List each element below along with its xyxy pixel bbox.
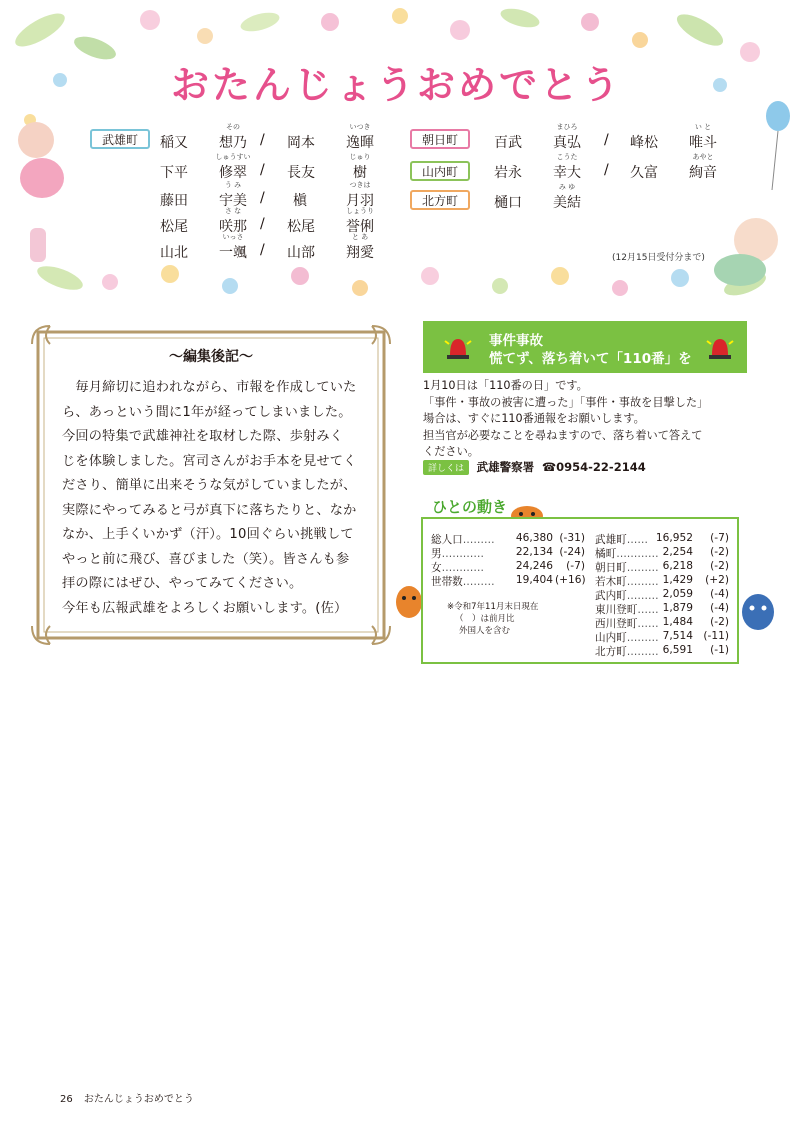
baby-name: 松尾 さ な 咲那 [160, 207, 247, 235]
editor-line: ださり、簡単に出来そうな気がしていましたが、 [62, 478, 357, 493]
stat-row: 橘町………… 2,254 (-2) [595, 546, 729, 560]
police-banner [423, 321, 747, 373]
police-title-1: 事件事故 [489, 333, 543, 349]
stat-row: 東川登町…… 1,879 (-4) [595, 602, 729, 616]
town-tag-kitagata: 北方町 [410, 190, 470, 210]
stat-row: 若木町……… 1,429 (+2) [595, 574, 729, 588]
stat-row: 男………… 22,134 (-24) [431, 546, 585, 560]
stat-row: 北方町……… 6,591 (-1) [595, 644, 729, 658]
page-footer [60, 1090, 194, 1105]
separator: / [260, 162, 265, 178]
siren-icon [443, 331, 473, 361]
baby-name: 峰松 い と 唯斗 [630, 123, 717, 151]
editor-line: 拝の際にはぜひ、やってみてください。 [62, 576, 303, 591]
mascot-icon [738, 588, 778, 640]
cutoff-note: (12月15日受付分まで) [612, 253, 705, 263]
police-title-2: 慌てず、落ち着いて「110番」を [489, 351, 692, 367]
police-line: ください。 [423, 445, 479, 458]
police-line: 1月10日は「110番の日」です。 [423, 379, 588, 392]
editor-note [28, 322, 394, 648]
baby-name: 樋口 み ゆ 美結 [494, 183, 581, 211]
stat-row: 武内町……… 2,059 (-4) [595, 588, 729, 602]
editor-line: 実際にやってみると弓が真下に落ちたりと、なか [62, 502, 357, 518]
police-contact [423, 459, 646, 477]
baby-illustration-left [18, 122, 64, 262]
stat-row: 総人口……… 46,380 (-31) [431, 532, 585, 546]
footer-label: おたんじょうおめでとう [83, 1094, 194, 1105]
editor-line: じを体験しました。宮司さんがお手本を見せてく [62, 453, 357, 469]
separator: / [260, 216, 265, 232]
town-tag-yamauchi: 山内町 [410, 161, 470, 181]
editor-line: 今回の特集で武雄神社を取材した際、歩射みく [62, 429, 344, 444]
police-line: 担当官が必要なことを尋ねますので、落ち着いて答えて [423, 428, 703, 442]
police-line: 場合は、すぐに110番通報をお願いします。 [423, 412, 645, 425]
population-note-line: 外国人を含む [459, 626, 511, 636]
baby-name: 下平 しゅうすい 修翠 [160, 153, 251, 181]
stat-row: 世帯数……… 19,404 (+16) [431, 574, 586, 588]
mascot-icon [394, 582, 424, 628]
details-label: 詳しくは [423, 460, 469, 475]
police-org: 武雄警察署 [476, 460, 535, 474]
police-phone: ☎0954-22-2144 [541, 460, 646, 474]
stat-row: 女………… 24,246 (-7) [431, 560, 585, 574]
population-note-line: ※令和7年11月末日現在 [447, 602, 539, 612]
editor-line: 今年も広報武雄をよろしくお願いします。(佐） [62, 600, 348, 616]
population-box [421, 517, 739, 664]
population-title: ひとの動き [432, 498, 508, 516]
separator: / [260, 190, 265, 206]
editor-line: 毎月締切に追われながら、市報を作成していた [62, 380, 357, 395]
baby-name: 稲又 その 想乃 [160, 123, 247, 151]
editor-body [62, 376, 364, 621]
separator: / [604, 162, 609, 178]
population-note [447, 601, 538, 637]
town-tag-takeo: 武雄町 [90, 129, 150, 149]
baby-name: 山北 いっさ 一颯 [160, 233, 247, 261]
separator: / [260, 132, 265, 148]
birthday-banner [0, 0, 793, 300]
stat-row: 武雄町…… 16,952 (-7) [595, 532, 729, 546]
birthday-title: おたんじょうおめでとう [170, 63, 622, 107]
baby-name: 岡本 いつき 逸暉 [287, 123, 374, 151]
baby-name: 槇 つきは 月羽 [293, 181, 374, 209]
police-line: 「事件・事故の被害に遭った」「事件・事故を目撃した」 [423, 395, 709, 409]
baby-name: 長友 じゅり 樹 [287, 153, 371, 181]
page-number: 26 [60, 1094, 73, 1105]
baby-name: 百武 まひろ 真弘 [494, 123, 581, 151]
separator: / [260, 242, 265, 258]
separator: / [604, 132, 609, 148]
baby-name: 松尾 しょうり 誉俐 [287, 207, 374, 235]
editor-heading: ～編集後記～ [169, 349, 253, 365]
stat-row: 山内町……… 7,514 (-11) [595, 630, 729, 644]
town-tag-asahi: 朝日町 [410, 129, 470, 149]
editor-line: なか、上手くいかず（汗）。10回ぐらい挑戦して [62, 527, 354, 542]
baby-name: 岩永 こうた 幸大 [494, 153, 581, 181]
siren-icon [705, 331, 735, 361]
police-body [423, 378, 753, 461]
baby-name: 藤田 う み 宇美 [160, 181, 247, 209]
stat-row: 朝日町……… 6,218 (-2) [595, 560, 729, 574]
editor-line: やっと前に飛び、喜びました（笑）。皆さんも参 [62, 551, 350, 567]
stat-row: 西川登町…… 1,484 (-2) [595, 616, 729, 630]
baby-name: 山部 と あ 翔愛 [287, 233, 374, 261]
editor-line: ら、あっという間に1年が経ってしまいました。 [62, 404, 352, 420]
population-note-line: （ ）は前月比 [455, 614, 515, 624]
baby-name: 久富 あやと 絢音 [630, 153, 717, 181]
